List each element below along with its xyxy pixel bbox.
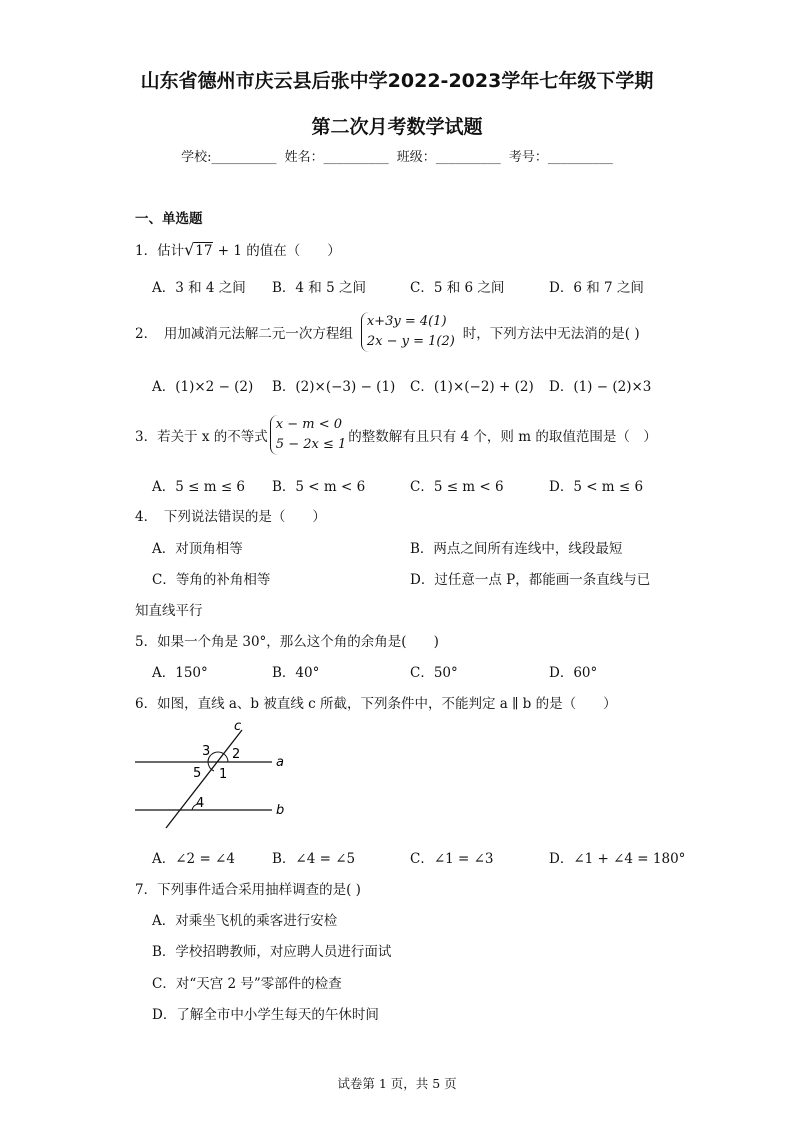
q1-stem-a: 1．估计 xyxy=(135,243,185,259)
question-7: 7．下列事件适合采用抽样调查的是( ) xyxy=(135,882,361,898)
q2-option-a: A．(1)×2 − (2) xyxy=(152,379,254,395)
angle-label-2: 2 xyxy=(232,747,241,762)
class-field: 班级：__________ xyxy=(396,150,501,165)
q4-option-d-continued: 知直线平行 xyxy=(135,603,203,619)
question-3 xyxy=(135,415,657,455)
q7-option-d: D．了解全市中小学生每天的午休时间 xyxy=(152,1007,379,1023)
angle-label-5: 5 xyxy=(193,766,202,781)
student-info xyxy=(0,146,794,165)
label-a: a xyxy=(276,755,284,770)
name-field: 姓名：__________ xyxy=(284,150,389,165)
q5-option-b: B．40° xyxy=(272,665,320,681)
title-line-1: 山东省德州市庆云县后张中学2022-2023学年七年级下学期 xyxy=(140,70,654,92)
q1-option-c: C．5 和 6 之间 xyxy=(410,280,505,296)
question-4: 4． 下列说法错误的是（ ） xyxy=(135,509,326,525)
q2-option-c: C．(1)×(−2) + (2) xyxy=(410,379,534,395)
q1-stem-b: + 1 的值在（ ） xyxy=(213,243,341,259)
question-6: 6．如图，直线 a、b 被直线 c 所截，下列条件中，不能判定 a ∥ b 的是（ ） xyxy=(135,696,617,712)
q2-option-b: B．(2)×(−3) − (1) xyxy=(272,379,396,395)
question-5: 5．如果一个角是 30°，那么这个角的余角是( ) xyxy=(135,634,439,650)
parallel-lines-figure xyxy=(130,718,300,833)
label-c: c xyxy=(234,719,242,734)
q3-option-a: A．5 ≤ m ≤ 6 xyxy=(152,479,246,495)
label-b: b xyxy=(276,803,285,818)
q1-radicand: 17 xyxy=(195,243,213,259)
q1-option-a: A．3 和 4 之间 xyxy=(152,280,246,296)
q3-inequality-system xyxy=(270,415,346,455)
question-1 xyxy=(135,239,341,259)
q3-ineq1: x − m < 0 xyxy=(275,417,343,432)
q3-stem-b: 的整数解有且只有 4 个，则 m 的取值范围是（ ） xyxy=(348,429,657,445)
q2-eq2: 2x − y = 1(2) xyxy=(366,334,455,349)
q2-option-d: D．(1) − (2)×3 xyxy=(549,379,652,395)
sqrt-sign: √ xyxy=(184,240,195,259)
q6-option-c: C．∠1 = ∠3 xyxy=(410,851,494,867)
q4-option-d: D．过任意一点 P，都能画一条直线与已 xyxy=(410,572,651,588)
number-field: 考号：__________ xyxy=(508,150,613,165)
page-footer: 试卷第 1 页，共 5 页 xyxy=(337,1076,457,1091)
q4-option-c: C．等角的补角相等 xyxy=(152,572,271,588)
q5-option-a: A．150° xyxy=(152,665,208,681)
school-field: 学校:__________ xyxy=(181,150,277,165)
q2-eq1: x+3y = 4(1) xyxy=(366,314,447,329)
q7-option-c: C．对“天宫 2 号”零部件的检查 xyxy=(152,976,342,992)
q7-option-a: A．对乘坐飞机的乘客进行安检 xyxy=(152,913,338,929)
q5-option-c: C．50° xyxy=(410,665,458,681)
q6-option-a: A．∠2 = ∠4 xyxy=(152,851,235,867)
angle-label-3: 3 xyxy=(202,744,211,759)
q3-option-b: B．5 < m < 6 xyxy=(272,479,366,495)
q5-option-d: D．60° xyxy=(549,665,598,681)
q6-option-d: D．∠1 + ∠4 = 180° xyxy=(549,851,686,867)
q3-stem-a: 3．若关于 x 的不等式 xyxy=(135,429,268,445)
q4-option-b: B．两点之间所有连线中，线段最短 xyxy=(410,541,623,557)
q3-ineq2: 5 − 2x ≤ 1 xyxy=(275,437,347,452)
q3-option-d: D．5 < m ≤ 6 xyxy=(549,479,644,495)
question-2 xyxy=(135,312,640,352)
q6-option-b: B．∠4 = ∠5 xyxy=(272,851,356,867)
q1-option-b: B．4 和 5 之间 xyxy=(272,280,366,296)
q7-option-b: B．学校招聘教师，对应聘人员进行面试 xyxy=(152,944,392,960)
q2-stem-a: 2． 用加减消元法解二元一次方程组 xyxy=(135,326,353,342)
angle-label-4: 4 xyxy=(196,796,205,811)
q1-option-d: D．6 和 7 之间 xyxy=(549,280,644,296)
angle-label-1: 1 xyxy=(219,767,228,782)
title-line-2: 第二次月考数学试题 xyxy=(311,116,483,138)
q2-stem-b: 时，下列方法中无法消的是( ) xyxy=(462,326,640,342)
q4-option-a: A．对顶角相等 xyxy=(152,541,243,557)
q2-equation-system xyxy=(361,312,455,352)
q3-option-c: C．5 ≤ m < 6 xyxy=(410,479,504,495)
section-heading: 一、单选题 xyxy=(135,211,203,227)
